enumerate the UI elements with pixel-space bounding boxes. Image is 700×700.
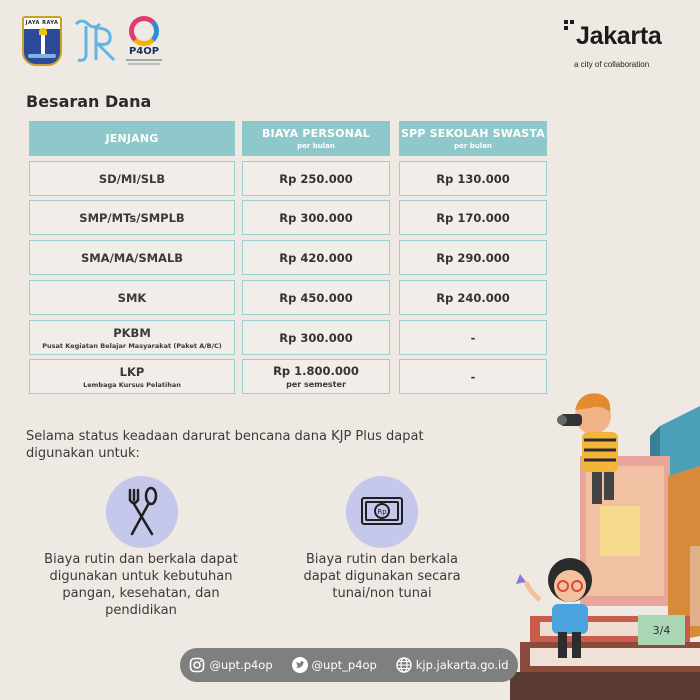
table-row-biaya [242,200,390,235]
spp-value: - [470,330,476,345]
biaya-value: Rp 250.000 [279,171,353,186]
dki-jakarta-emblem [22,16,62,66]
use-2-description: Biaya rutin dan berkala dapat digunakan secara tunai/non tunai [303,552,461,601]
jenjang-label: SMA/MA/SMALB [80,250,184,265]
header-biaya-personal [242,121,390,156]
biaya-sublabel: per semester [286,380,346,389]
p4op-underline [126,59,162,61]
table-row-spp [399,240,547,275]
fork-spoon-icon-circle [106,476,178,548]
wave-icon [28,54,56,58]
website-url: kjp.jakarta.go.id [415,658,509,672]
money-icon-circle [346,476,418,548]
header-spp-label: SPP SEKOLAH SWASTA [400,127,545,140]
header-biaya-label: BIAYA PERSONAL [261,127,371,140]
header-biaya-sub: per bulan [297,142,335,150]
jakarta-tagline: a city of collaboration [574,60,650,69]
jakarta-logo [564,18,686,72]
money-icon [346,476,418,548]
instagram-link[interactable] [189,657,272,673]
table-row-spp [399,161,547,196]
spp-value: Rp 290.000 [436,250,510,265]
table-row-spp [399,200,547,235]
jenjang-label: PKBM [113,325,151,340]
jenjang-sublabel: Pusat Kegiatan Belajar Masyarakat (Paket A/B/C) [42,341,222,350]
twitter-icon [292,657,308,673]
biaya-value: Rp 420.000 [279,250,353,265]
table-row-jenjang [29,161,235,196]
jakarta-wordmark: Jakarta [576,22,662,50]
header-spp-sub: per bulan [454,142,492,150]
monas-icon [41,34,45,56]
table-row-spp [399,320,547,355]
table-row-biaya [242,280,390,315]
page-indicator: 3/4 [638,615,685,645]
p4op-ring-icon [129,16,159,46]
biaya-value: Rp 1.800.000 [273,364,359,378]
money-icon-label: Rp [377,508,387,516]
p4op-logo [126,16,162,68]
spp-value: Rp 130.000 [436,171,510,186]
twitter-link[interactable] [292,657,377,673]
twitter-handle: @upt_p4op [311,658,377,672]
table-row-biaya [242,359,390,394]
p4op-logo-text: P4OP [128,46,160,57]
header-jenjang-label: JENJANG [105,132,159,145]
table-row-jenjang [29,240,235,275]
table-row-spp [399,280,547,315]
jenjang-sublabel: Lembaga Kursus Pelatihan [83,380,181,389]
header-jenjang [29,121,235,156]
header-spp-swasta [399,121,547,156]
table-row-jenjang [29,320,235,355]
jenjang-label: LKP [119,364,145,379]
biaya-value: Rp 300.000 [279,210,353,225]
table-row-jenjang [29,200,235,235]
table-row-biaya [242,240,390,275]
jenjang-label: SD/MI/SLB [98,171,166,186]
social-footer [180,648,518,682]
biaya-value: Rp 450.000 [279,290,353,305]
jr-logo-icon [72,16,120,66]
globe-icon [396,657,412,673]
table-row-jenjang [29,359,235,394]
jenjang-label: SMK [117,290,147,305]
dki-emblem-ribbon: JAYA RAYA [24,18,60,29]
table-row-biaya [242,320,390,355]
instagram-handle: @upt.p4op [209,658,273,672]
spp-value: - [470,369,476,384]
p4op-underline-2 [128,63,160,65]
instagram-icon [189,657,205,673]
spp-value: Rp 170.000 [436,210,510,225]
spp-value: Rp 240.000 [436,290,510,305]
table-row-biaya [242,161,390,196]
fork-spoon-icon [106,476,178,548]
biaya-value: Rp 300.000 [279,330,353,345]
table-row-jenjang [29,280,235,315]
jenjang-label: SMP/MTs/SMPLB [79,210,185,225]
intro-text: Selama status keadaan darurat bencana dana KJP Plus dapat digunakan untuk: [26,429,424,461]
section-title: Besaran Dana [26,92,152,111]
use-1-description: Biaya rutin dan berkala dapat digunakan untuk kebutuhan pangan, kesehatan, dan pendidikan [44,552,238,618]
website-link[interactable] [396,657,509,673]
children-books-illustration [500,386,700,700]
